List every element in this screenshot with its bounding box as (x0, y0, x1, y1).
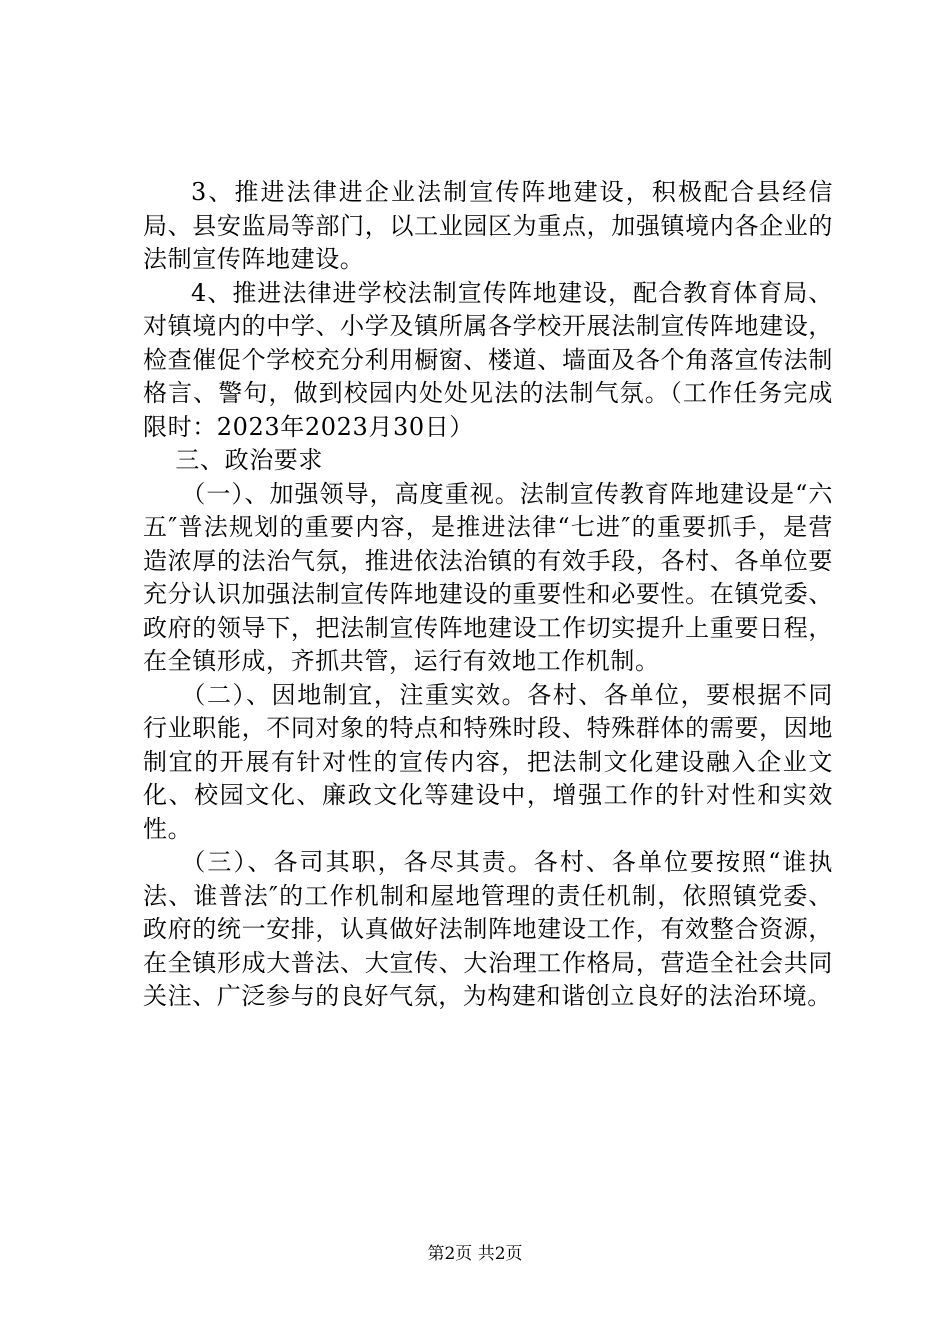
section-heading: 三、政治要求 (175, 446, 323, 474)
requirement-paragraph-1: （一）、加强领导，高度重视。法制宣传教育阵地建设是“六五″普法规划的重要内容，是推进法律“七进″的重要抓手，是营造浓厚的法治气氛，推进依法治镇的有效手段，各村、各单位要充分认识加强法制宣传阵地建设的重要性和必要性。在镇党委、政府的领导下，把法制宣传阵地建设工作切实提升上重要日程，在全镇形成，齐抓共管，运行有效地工作机制。 (143, 479, 833, 675)
document-body (143, 176, 833, 1014)
requirement-paragraph-2: （二）、因地制宜，注重实效。各村、各单位，要根据不同行业职能，不同对象的特点和特殊时段、特殊群体的需要，因地制宜的开展有针对性的宣传内容，把法制文化建设融入企业文化、校园文化、廉政文化等建设中，增强工作的针对性和实效性。 (143, 680, 833, 843)
paragraph-item-4: 4、推进法律进学校法制宣传阵地建设，配合教育体育局、对镇境内的中学、小学及镇所属各学校开展法制宣传阵地建设，检查催促个学校充分利用橱窗、楼道、墙面及各个角落宣传法制格言、警句，做到校园内处处见法的法制气氛。（工作任务完成限时：2023年2023月30日） (143, 278, 833, 441)
paragraph-item-3: 3、推进法律进企业法制宣传阵地建设，积极配合县经信局、县安监局等部门，以工业园区为重点，加强镇境内各企业的法制宣传阵地建设。 (143, 178, 833, 273)
page-footer: 第2页 共2页 (427, 1244, 523, 1264)
requirement-paragraph-3: （三）、各司其职，各尽其责。各村、各单位要按照“谁执法、谁普法″的工作机制和屋地管理的责任机制，依照镇党委、政府的统一安排，认真做好法制阵地建设工作，有效整合资源，在全镇形成大普法、大宣传、大治理工作格局，营造全社会共同关注、广泛参与的良好气氛，为构建和谐创立良好的法治环境。 (143, 848, 833, 1010)
